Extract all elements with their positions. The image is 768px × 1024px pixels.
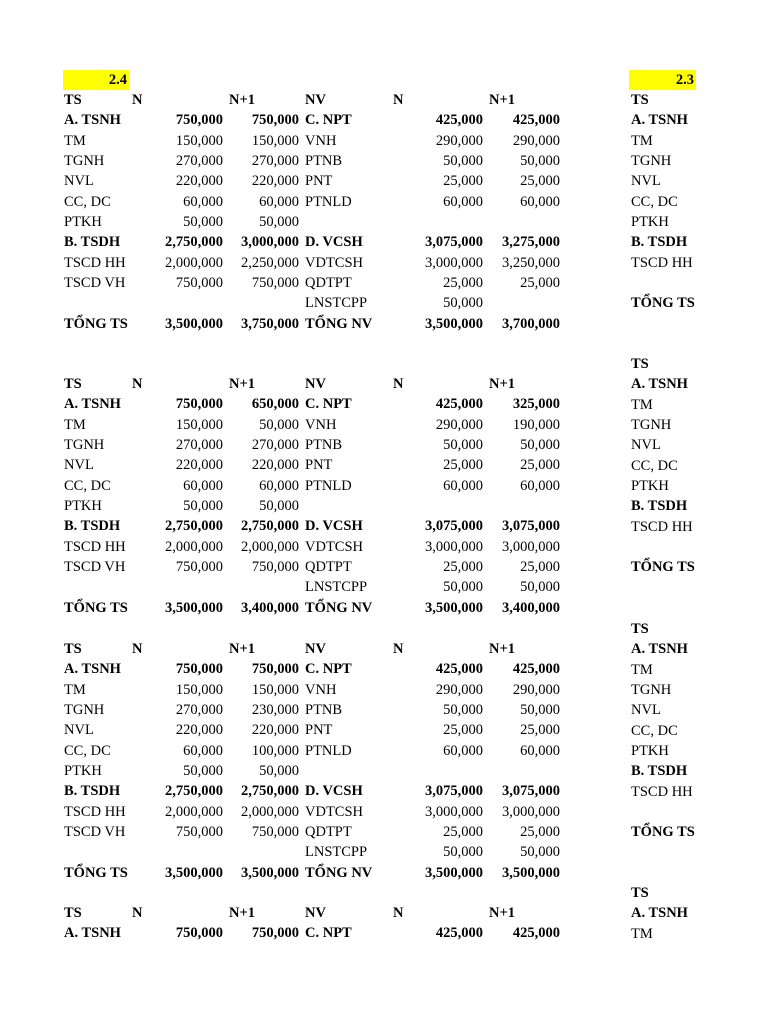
sheet-cell[interactable]: 150,000 bbox=[175, 132, 223, 149]
sheet-cell[interactable]: TSCD VH bbox=[64, 558, 126, 575]
sheet-cell[interactable]: 2,000,000 bbox=[165, 254, 223, 271]
sheet-cell[interactable]: 3,400,000 bbox=[241, 599, 299, 616]
sheet-cell[interactable]: 750,000 bbox=[251, 925, 299, 942]
sheet-cell[interactable]: NV bbox=[305, 376, 326, 392]
sheet-cell[interactable]: 150,000 bbox=[175, 416, 223, 433]
sheet-cell[interactable]: 3,700,000 bbox=[502, 315, 560, 332]
sheet-cell[interactable]: TM bbox=[631, 132, 653, 149]
sheet-cell[interactable]: 425,000 bbox=[435, 396, 483, 413]
sheet-cell[interactable]: 50,000 bbox=[443, 701, 483, 718]
sheet-cell[interactable]: N bbox=[393, 92, 404, 108]
sheet-cell[interactable]: 60,000 bbox=[520, 193, 560, 210]
sheet-cell[interactable]: 270,000 bbox=[175, 152, 223, 169]
sheet-cell[interactable]: 2,250,000 bbox=[241, 254, 299, 271]
sheet-cell[interactable]: PTKH bbox=[631, 213, 669, 230]
sheet-cell[interactable]: NV bbox=[305, 905, 326, 921]
sheet-cell[interactable]: PNT bbox=[305, 457, 333, 474]
sheet-cell[interactable]: 2,000,000 bbox=[165, 538, 223, 555]
sheet-cell[interactable]: 50,000 bbox=[183, 213, 223, 230]
sheet-cell[interactable]: 220,000 bbox=[251, 722, 299, 739]
sheet-cell[interactable]: 3,000,000 bbox=[425, 254, 483, 271]
sheet-cell[interactable]: N+1 bbox=[489, 92, 515, 108]
sheet-cell[interactable]: 3,500,000 bbox=[165, 315, 223, 332]
sheet-cell[interactable]: 750,000 bbox=[175, 823, 223, 840]
sheet-cell[interactable]: NV bbox=[305, 92, 326, 108]
sheet-cell[interactable]: C. NPT bbox=[305, 396, 352, 413]
sheet-cell[interactable]: 50,000 bbox=[520, 579, 560, 596]
sheet-cell[interactable]: TSCD VH bbox=[64, 823, 126, 840]
sheet-cell[interactable]: TS bbox=[64, 92, 82, 108]
sheet-cell[interactable]: 3,000,000 bbox=[425, 538, 483, 555]
sheet-cell[interactable]: 220,000 bbox=[175, 722, 223, 739]
sheet-cell[interactable]: LNSTCPP bbox=[305, 579, 368, 596]
sheet-cell[interactable]: 25,000 bbox=[520, 457, 560, 474]
sheet-cell[interactable]: VDTCSH bbox=[305, 803, 364, 820]
sheet-cell[interactable]: N+1 bbox=[489, 905, 515, 921]
sheet-cell[interactable]: 3,750,000 bbox=[241, 315, 299, 332]
sheet-cell[interactable]: 3,400,000 bbox=[502, 599, 560, 616]
sheet-cell[interactable]: A. TSNH bbox=[64, 925, 121, 942]
sheet-cell[interactable]: 750,000 bbox=[175, 925, 223, 942]
sheet-cell[interactable]: A. TSNH bbox=[631, 376, 688, 393]
sheet-cell[interactable]: TM bbox=[631, 661, 653, 678]
sheet-cell[interactable]: A. TSNH bbox=[64, 661, 121, 678]
sheet-cell[interactable]: TỔNG TS bbox=[631, 559, 695, 576]
sheet-cell[interactable]: 750,000 bbox=[175, 558, 223, 575]
sheet-cell[interactable]: TGNH bbox=[64, 701, 105, 718]
sheet-cell[interactable]: TS bbox=[631, 356, 649, 372]
sheet-cell[interactable]: 750,000 bbox=[251, 558, 299, 575]
sheet-cell[interactable]: 3,500,000 bbox=[502, 864, 560, 881]
sheet-cell[interactable]: 50,000 bbox=[520, 436, 560, 453]
sheet-cell[interactable]: NV bbox=[305, 641, 326, 657]
sheet-cell[interactable]: TỔNG TS bbox=[64, 864, 128, 881]
sheet-cell[interactable]: 25,000 bbox=[520, 558, 560, 575]
sheet-cell[interactable]: CC, DC bbox=[631, 457, 678, 474]
sheet-cell[interactable]: 50,000 bbox=[259, 416, 299, 433]
sheet-cell[interactable]: 25,000 bbox=[443, 274, 483, 291]
sheet-cell[interactable]: N+1 bbox=[229, 905, 255, 921]
sheet-cell[interactable]: 3,000,000 bbox=[241, 234, 299, 251]
sheet-cell[interactable]: 3,075,000 bbox=[425, 783, 483, 800]
sheet-cell[interactable]: VNH bbox=[305, 132, 337, 149]
sheet-cell[interactable]: 50,000 bbox=[183, 497, 223, 514]
sheet-cell[interactable]: TỔNG TS bbox=[631, 824, 695, 841]
sheet-cell[interactable]: A. TSNH bbox=[64, 396, 121, 413]
sheet-cell[interactable]: NVL bbox=[64, 457, 94, 474]
sheet-cell[interactable]: 2,000,000 bbox=[241, 803, 299, 820]
sheet-cell[interactable]: TGNH bbox=[631, 681, 672, 698]
sheet-cell[interactable]: 50,000 bbox=[443, 436, 483, 453]
sheet-cell[interactable]: 50,000 bbox=[443, 844, 483, 861]
sheet-cell[interactable]: 25,000 bbox=[443, 457, 483, 474]
sheet-cell[interactable]: 325,000 bbox=[512, 396, 560, 413]
sheet-cell[interactable]: TSCD HH bbox=[64, 538, 126, 555]
sheet-cell[interactable]: 60,000 bbox=[443, 742, 483, 759]
sheet-cell[interactable]: N+1 bbox=[229, 92, 255, 108]
sheet-cell[interactable]: QDTPT bbox=[305, 274, 352, 291]
sheet-cell[interactable]: C. NPT bbox=[305, 112, 352, 129]
sheet-cell[interactable]: 425,000 bbox=[512, 925, 560, 942]
sheet-cell[interactable]: VDTCSH bbox=[305, 538, 364, 555]
sheet-cell[interactable]: N bbox=[393, 641, 404, 657]
sheet-cell[interactable]: 25,000 bbox=[520, 722, 560, 739]
sheet-cell[interactable]: 270,000 bbox=[175, 436, 223, 453]
sheet-cell[interactable]: 2,000,000 bbox=[165, 803, 223, 820]
sheet-cell[interactable]: 425,000 bbox=[435, 112, 483, 129]
sheet-cell[interactable]: N bbox=[132, 641, 143, 657]
sheet-cell[interactable]: TỔNG NV bbox=[305, 864, 373, 881]
sheet-cell[interactable]: N+1 bbox=[489, 376, 515, 392]
sheet-cell[interactable]: 425,000 bbox=[435, 925, 483, 942]
sheet-cell[interactable]: 270,000 bbox=[251, 436, 299, 453]
sheet-cell[interactable]: 3,275,000 bbox=[502, 234, 560, 251]
sheet-cell[interactable]: 425,000 bbox=[435, 661, 483, 678]
sheet-cell[interactable]: CC, DC bbox=[64, 193, 111, 210]
sheet-cell[interactable]: 220,000 bbox=[175, 457, 223, 474]
sheet-cell[interactable]: 25,000 bbox=[520, 823, 560, 840]
sheet-cell[interactable]: 100,000 bbox=[251, 742, 299, 759]
sheet-cell[interactable]: 290,000 bbox=[435, 416, 483, 433]
sheet-cell[interactable]: TS bbox=[631, 885, 649, 901]
sheet-cell[interactable]: B. TSDH bbox=[64, 518, 121, 535]
sheet-cell[interactable]: TỔNG TS bbox=[64, 315, 128, 332]
sheet-cell[interactable]: PTNB bbox=[305, 436, 343, 453]
sheet-cell[interactable]: C. NPT bbox=[305, 925, 352, 942]
sheet-cell[interactable]: 25,000 bbox=[520, 173, 560, 190]
sheet-cell[interactable]: TSCD HH bbox=[631, 783, 693, 800]
sheet-cell[interactable]: 750,000 bbox=[251, 274, 299, 291]
sheet-cell[interactable]: 290,000 bbox=[512, 132, 560, 149]
sheet-cell[interactable]: PTKH bbox=[64, 762, 102, 779]
sheet-cell[interactable]: PTNB bbox=[305, 152, 343, 169]
sheet-cell[interactable]: 3,500,000 bbox=[165, 864, 223, 881]
sheet-cell[interactable]: 3,075,000 bbox=[502, 518, 560, 535]
sheet-cell[interactable]: NVL bbox=[64, 722, 94, 739]
sheet-cell[interactable]: 50,000 bbox=[443, 579, 483, 596]
section-title-2-3[interactable]: 2.3 bbox=[629, 70, 696, 90]
sheet-cell[interactable]: TSCD HH bbox=[64, 254, 126, 271]
sheet-cell[interactable]: 3,075,000 bbox=[425, 518, 483, 535]
sheet-cell[interactable]: QDTPT bbox=[305, 823, 352, 840]
sheet-cell[interactable]: 60,000 bbox=[443, 477, 483, 494]
sheet-cell[interactable]: PTNLD bbox=[305, 193, 352, 210]
sheet-cell[interactable]: 3,500,000 bbox=[425, 599, 483, 616]
sheet-cell[interactable]: 220,000 bbox=[251, 457, 299, 474]
sheet-cell[interactable]: D. VCSH bbox=[305, 234, 363, 251]
sheet-cell[interactable]: B. TSDH bbox=[631, 498, 688, 515]
sheet-cell[interactable]: 25,000 bbox=[520, 274, 560, 291]
sheet-cell[interactable]: 750,000 bbox=[175, 274, 223, 291]
sheet-cell[interactable]: 150,000 bbox=[175, 681, 223, 698]
sheet-cell[interactable]: 150,000 bbox=[251, 132, 299, 149]
sheet-cell[interactable]: LNSTCPP bbox=[305, 844, 368, 861]
sheet-cell[interactable]: 3,000,000 bbox=[425, 803, 483, 820]
sheet-cell[interactable]: 60,000 bbox=[183, 742, 223, 759]
sheet-cell[interactable]: TỔNG NV bbox=[305, 315, 373, 332]
sheet-cell[interactable]: TM bbox=[631, 396, 653, 413]
sheet-cell[interactable]: 290,000 bbox=[435, 681, 483, 698]
sheet-cell[interactable]: 220,000 bbox=[175, 173, 223, 190]
sheet-cell[interactable]: N bbox=[132, 92, 143, 108]
sheet-cell[interactable]: TSCD HH bbox=[631, 518, 693, 535]
sheet-cell[interactable]: PTKH bbox=[631, 477, 669, 494]
sheet-cell[interactable]: B. TSDH bbox=[64, 234, 121, 251]
sheet-cell[interactable]: TSCD HH bbox=[64, 803, 126, 820]
sheet-cell[interactable]: 50,000 bbox=[520, 152, 560, 169]
sheet-cell[interactable]: TSCD VH bbox=[64, 274, 126, 291]
sheet-cell[interactable]: 50,000 bbox=[259, 762, 299, 779]
sheet-cell[interactable]: LNSTCPP bbox=[305, 295, 368, 312]
sheet-cell[interactable]: 2,750,000 bbox=[165, 783, 223, 800]
sheet-cell[interactable]: CC, DC bbox=[631, 193, 678, 210]
sheet-cell[interactable]: 230,000 bbox=[251, 701, 299, 718]
sheet-cell[interactable]: 750,000 bbox=[175, 396, 223, 413]
sheet-cell[interactable]: TS bbox=[64, 905, 82, 921]
sheet-cell[interactable]: VNH bbox=[305, 681, 337, 698]
sheet-cell[interactable]: 60,000 bbox=[259, 193, 299, 210]
sheet-cell[interactable]: NVL bbox=[64, 173, 94, 190]
sheet-cell[interactable]: 750,000 bbox=[251, 112, 299, 129]
sheet-cell[interactable]: 270,000 bbox=[251, 152, 299, 169]
sheet-cell[interactable]: TỔNG TS bbox=[64, 599, 128, 616]
sheet-cell[interactable]: 60,000 bbox=[520, 742, 560, 759]
sheet-cell[interactable]: 290,000 bbox=[435, 132, 483, 149]
sheet-cell[interactable]: PTKH bbox=[64, 497, 102, 514]
sheet-cell[interactable]: N+1 bbox=[229, 376, 255, 392]
sheet-cell[interactable]: 3,500,000 bbox=[425, 864, 483, 881]
sheet-cell[interactable]: 3,075,000 bbox=[425, 234, 483, 251]
sheet-cell[interactable]: 425,000 bbox=[512, 661, 560, 678]
sheet-cell[interactable]: PTNLD bbox=[305, 742, 352, 759]
sheet-cell[interactable]: 50,000 bbox=[443, 295, 483, 312]
sheet-cell[interactable]: N bbox=[393, 376, 404, 392]
sheet-cell[interactable]: 50,000 bbox=[259, 213, 299, 230]
sheet-cell[interactable]: TGNH bbox=[64, 436, 105, 453]
sheet-cell[interactable]: CC, DC bbox=[631, 722, 678, 739]
sheet-cell[interactable]: 3,500,000 bbox=[241, 864, 299, 881]
sheet-cell[interactable]: A. TSNH bbox=[631, 112, 688, 129]
sheet-cell[interactable]: 425,000 bbox=[512, 112, 560, 129]
sheet-cell[interactable]: TS bbox=[64, 376, 82, 392]
sheet-cell[interactable]: 220,000 bbox=[251, 173, 299, 190]
sheet-cell[interactable]: 750,000 bbox=[175, 661, 223, 678]
sheet-cell[interactable]: TỔNG TS bbox=[631, 295, 695, 312]
sheet-cell[interactable]: TS bbox=[631, 621, 649, 637]
sheet-cell[interactable]: PTKH bbox=[64, 213, 102, 230]
sheet-cell[interactable]: N+1 bbox=[229, 641, 255, 657]
sheet-cell[interactable]: 25,000 bbox=[443, 722, 483, 739]
sheet-cell[interactable]: PNT bbox=[305, 722, 333, 739]
sheet-cell[interactable]: NVL bbox=[631, 173, 661, 190]
sheet-cell[interactable]: 25,000 bbox=[443, 823, 483, 840]
sheet-cell[interactable]: A. TSNH bbox=[631, 905, 688, 922]
sheet-cell[interactable]: A. TSNH bbox=[64, 112, 121, 129]
sheet-cell[interactable]: N+1 bbox=[489, 641, 515, 657]
sheet-cell[interactable]: 750,000 bbox=[251, 661, 299, 678]
sheet-cell[interactable]: QDTPT bbox=[305, 558, 352, 575]
sheet-cell[interactable]: PTNB bbox=[305, 701, 343, 718]
sheet-cell[interactable]: 50,000 bbox=[520, 844, 560, 861]
sheet-cell[interactable]: 60,000 bbox=[183, 477, 223, 494]
sheet-cell[interactable]: TS bbox=[631, 92, 649, 108]
sheet-cell[interactable]: TSCD HH bbox=[631, 254, 693, 271]
sheet-cell[interactable]: 2,750,000 bbox=[165, 234, 223, 251]
sheet-cell[interactable]: NVL bbox=[631, 702, 661, 719]
sheet-cell[interactable]: 3,250,000 bbox=[502, 254, 560, 271]
sheet-cell[interactable]: 290,000 bbox=[512, 681, 560, 698]
sheet-cell[interactable]: TỔNG NV bbox=[305, 599, 373, 616]
sheet-cell[interactable]: A. TSNH bbox=[631, 641, 688, 658]
sheet-cell[interactable]: 750,000 bbox=[251, 823, 299, 840]
sheet-cell[interactable]: 2,000,000 bbox=[241, 538, 299, 555]
sheet-cell[interactable]: TM bbox=[64, 132, 86, 149]
sheet-cell[interactable]: CC, DC bbox=[64, 477, 111, 494]
sheet-cell[interactable]: 25,000 bbox=[443, 173, 483, 190]
sheet-cell[interactable]: 2,750,000 bbox=[241, 783, 299, 800]
sheet-cell[interactable]: 650,000 bbox=[251, 396, 299, 413]
sheet-cell[interactable]: 3,500,000 bbox=[165, 599, 223, 616]
sheet-cell[interactable]: 2,750,000 bbox=[165, 518, 223, 535]
sheet-cell[interactable]: 60,000 bbox=[259, 477, 299, 494]
sheet-cell[interactable]: CC, DC bbox=[64, 742, 111, 759]
sheet-cell[interactable]: TGNH bbox=[631, 416, 672, 433]
sheet-cell[interactable]: 50,000 bbox=[183, 762, 223, 779]
sheet-cell[interactable]: 270,000 bbox=[175, 701, 223, 718]
sheet-cell[interactable]: D. VCSH bbox=[305, 518, 363, 535]
sheet-cell[interactable]: TGNH bbox=[64, 152, 105, 169]
sheet-cell[interactable]: NVL bbox=[631, 437, 661, 454]
sheet-cell[interactable]: B. TSDH bbox=[64, 783, 121, 800]
sheet-cell[interactable]: B. TSDH bbox=[631, 763, 688, 780]
sheet-cell[interactable]: TM bbox=[64, 681, 86, 698]
sheet-cell[interactable]: TM bbox=[64, 416, 86, 433]
sheet-cell[interactable]: N bbox=[132, 376, 143, 392]
sheet-cell[interactable]: TGNH bbox=[631, 152, 672, 169]
sheet-cell[interactable]: 60,000 bbox=[443, 193, 483, 210]
sheet-cell[interactable]: 150,000 bbox=[251, 681, 299, 698]
sheet-cell[interactable]: 50,000 bbox=[259, 497, 299, 514]
sheet-cell[interactable]: N bbox=[132, 905, 143, 921]
sheet-cell[interactable]: 25,000 bbox=[443, 558, 483, 575]
sheet-cell[interactable]: TM bbox=[631, 925, 653, 942]
sheet-cell[interactable]: B. TSDH bbox=[631, 234, 688, 251]
sheet-cell[interactable]: 50,000 bbox=[520, 701, 560, 718]
sheet-cell[interactable]: D. VCSH bbox=[305, 783, 363, 800]
sheet-cell[interactable]: PTKH bbox=[631, 742, 669, 759]
sheet-cell[interactable]: N bbox=[393, 905, 404, 921]
sheet-cell[interactable]: 750,000 bbox=[175, 112, 223, 129]
sheet-cell[interactable]: 3,075,000 bbox=[502, 783, 560, 800]
sheet-cell[interactable]: 3,000,000 bbox=[502, 803, 560, 820]
sheet-cell[interactable]: VDTCSH bbox=[305, 254, 364, 271]
section-title-2-4[interactable]: 2.4 bbox=[63, 70, 129, 90]
sheet-cell[interactable]: 3,500,000 bbox=[425, 315, 483, 332]
sheet-cell[interactable]: PTNLD bbox=[305, 477, 352, 494]
sheet-cell[interactable]: 50,000 bbox=[443, 152, 483, 169]
sheet-cell[interactable]: TS bbox=[64, 641, 82, 657]
sheet-cell[interactable]: PNT bbox=[305, 173, 333, 190]
sheet-cell[interactable]: 60,000 bbox=[183, 193, 223, 210]
sheet-cell[interactable]: 60,000 bbox=[520, 477, 560, 494]
sheet-cell[interactable]: 2,750,000 bbox=[241, 518, 299, 535]
sheet-cell[interactable]: C. NPT bbox=[305, 661, 352, 678]
sheet-cell[interactable]: 190,000 bbox=[512, 416, 560, 433]
sheet-cell[interactable]: VNH bbox=[305, 416, 337, 433]
sheet-cell[interactable]: 3,000,000 bbox=[502, 538, 560, 555]
